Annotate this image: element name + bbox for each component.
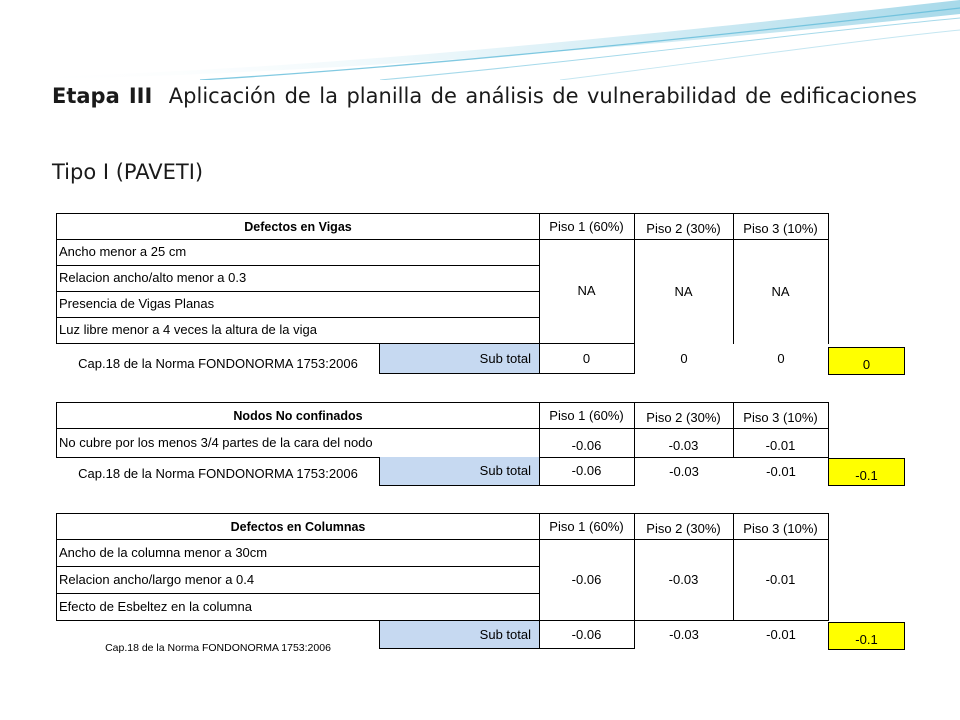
title-text: Aplicación de la planilla de análisis de vulnerabilidad de edificaciones Tipo I (PAVETI) (52, 84, 917, 184)
vigas-subtotal-piso1: 0 (539, 343, 635, 374)
vigas-value-piso2: NA (634, 239, 734, 344)
columnas-norma-note: Cap.18 de la Norma FONDONORMA 1753:2006 (105, 642, 331, 654)
vigas-subtotal-piso2: 0 (680, 350, 688, 366)
piso2-header: Piso 2 (30%) (634, 213, 734, 240)
columnas-subtotal-piso2: -0.03 (634, 620, 734, 649)
columnas-value-piso2: -0.03 (634, 539, 734, 621)
piso1-header: Piso 1 (60%) (539, 402, 635, 429)
piso1-header: Piso 1 (60%) (539, 513, 635, 540)
vigas-norma-note: Cap.18 de la Norma FONDONORMA 1753:2006 (78, 356, 358, 371)
vigas-row: Ancho menor a 25 cm (56, 239, 540, 266)
piso2-header: Piso 2 (30%) (634, 402, 734, 429)
columnas-value-piso3: -0.01 (733, 539, 829, 621)
nodos-row: No cubre por los menos 3/4 partes de la cara del nodo (56, 428, 540, 458)
nodos-header: Nodos No confinados (56, 402, 540, 429)
columnas-header: Defectos en Columnas (56, 513, 540, 540)
columnas-subtotal-piso3: -0.01 (733, 620, 829, 649)
nodos-value-piso1: -0.06 (539, 428, 635, 458)
columnas-subtotal-label: Sub total (379, 620, 540, 649)
nodos-value-piso2: -0.03 (634, 428, 734, 458)
vigas-value-piso1: NA (539, 239, 635, 344)
vigas-total: 0 (828, 347, 905, 375)
columnas-row: Efecto de Esbeltez en la columna (56, 593, 540, 621)
vigas-row: Presencia de Vigas Planas (56, 291, 540, 318)
vigas-row: Relacion ancho/alto menor a 0.3 (56, 265, 540, 292)
columnas-total: -0.1 (828, 622, 905, 650)
nodos-subtotal-piso1: -0.06 (539, 457, 635, 486)
page-title (52, 58, 917, 210)
columnas-value-piso1: -0.06 (539, 539, 635, 621)
nodos-norma-note: Cap.18 de la Norma FONDONORMA 1753:2006 (78, 466, 358, 481)
columnas-row: Relacion ancho/largo menor a 0.4 (56, 566, 540, 594)
vigas-value-piso3: NA (733, 239, 829, 344)
columnas-row: Ancho de la columna menor a 30cm (56, 539, 540, 567)
piso1-header: Piso 1 (60%) (539, 213, 635, 240)
columnas-subtotal-piso1: -0.06 (539, 620, 635, 649)
piso3-header: Piso 3 (10%) (733, 213, 829, 240)
nodos-total: -0.1 (828, 458, 905, 486)
nodos-subtotal-piso3: -0.01 (766, 463, 796, 479)
vigas-header: Defectos en Vigas (56, 213, 540, 240)
stage-label: Etapa III (52, 84, 153, 108)
nodos-value-piso3: -0.01 (733, 428, 829, 458)
vigas-subtotal-label: Sub total (379, 343, 540, 374)
piso3-header: Piso 3 (10%) (733, 513, 829, 540)
nodos-subtotal-label: Sub total (379, 457, 540, 486)
piso3-header: Piso 3 (10%) (733, 402, 829, 429)
vigas-row: Luz libre menor a 4 veces la altura de la viga (56, 317, 540, 344)
nodos-subtotal-piso2: -0.03 (669, 463, 699, 479)
vigas-subtotal-piso3: 0 (777, 350, 785, 366)
piso2-header: Piso 2 (30%) (634, 513, 734, 540)
